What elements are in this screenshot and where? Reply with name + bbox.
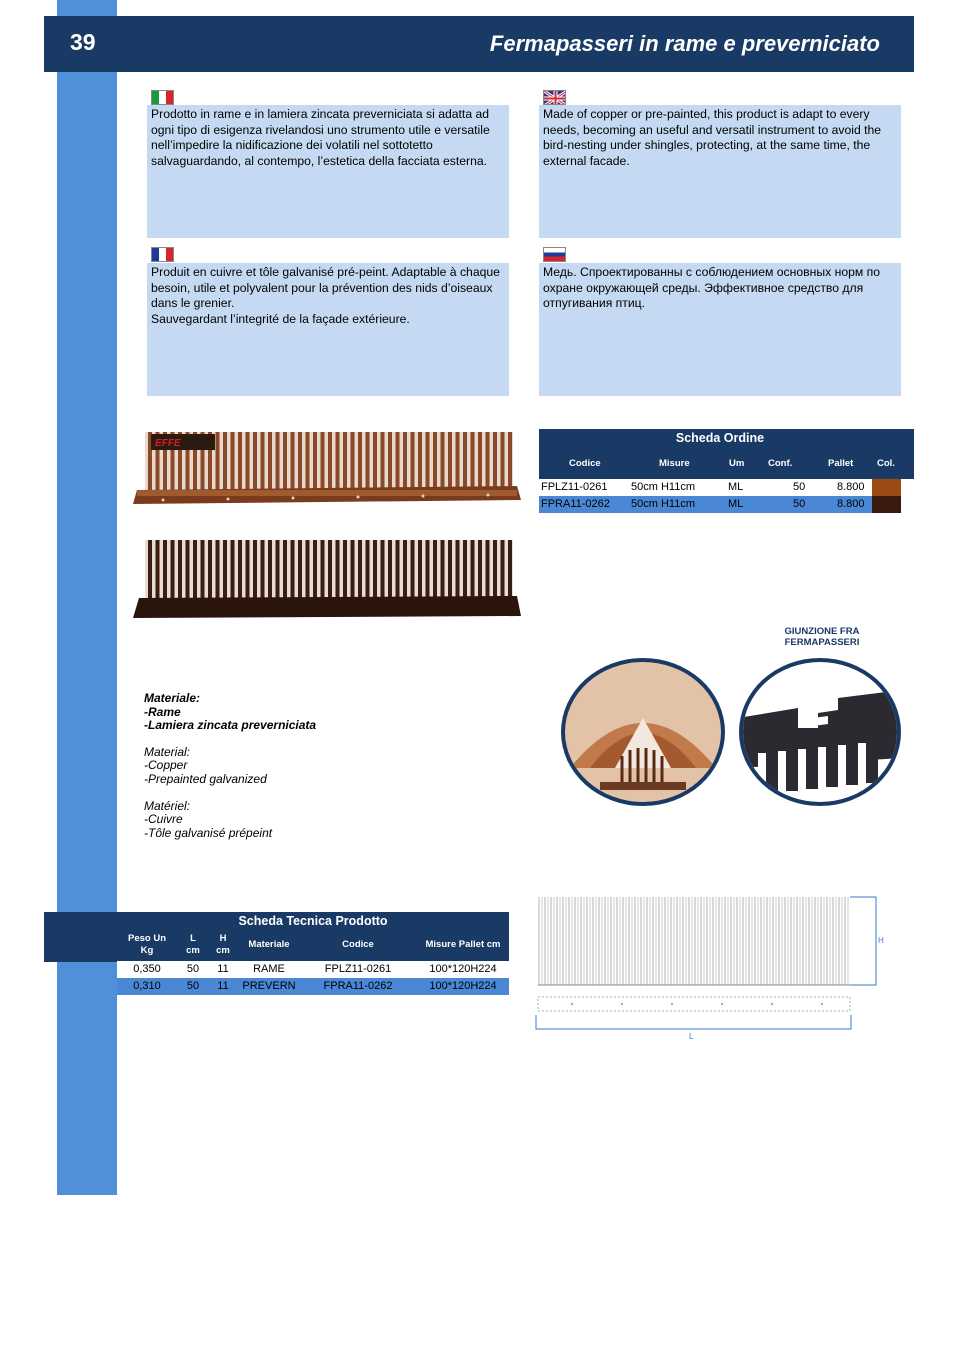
order-row xyxy=(539,496,872,513)
description-fr xyxy=(147,263,509,396)
tech-h: 11 xyxy=(217,963,229,975)
french-flag-icon xyxy=(151,247,174,262)
order-table-header xyxy=(539,429,914,479)
page-number: 39 xyxy=(70,29,96,55)
tech-table-shade xyxy=(44,912,117,962)
materials-list xyxy=(144,692,316,840)
order-col-conf: Conf. xyxy=(768,458,793,469)
tech-col-peso xyxy=(123,933,171,957)
tech-col-peso-line2: Kg xyxy=(140,945,154,956)
material-item: -Cuivre xyxy=(144,812,183,827)
dimension-h-label: H xyxy=(878,936,884,945)
tech-codice: FPRA11-0262 xyxy=(323,980,393,992)
material-item: -Rame xyxy=(144,704,181,719)
tech-codice: FPLZ11-0261 xyxy=(324,963,392,975)
side-bar xyxy=(57,0,117,1195)
description-en: Made of copper or pre-painted, this product is adapt to every needs, becoming an useful and versatil instrument to avoid the bird-nesting under shingles, protecting, at the same time, the external facade. xyxy=(539,105,901,238)
description-ru: Медь. Спроектированны с соблюдением основных норм по охране окружающей среды. Эффективное средство для отпугивания птиц. xyxy=(539,263,901,396)
tech-col-h xyxy=(213,933,233,957)
tech-l: 50 xyxy=(186,980,200,992)
order-row xyxy=(539,479,914,496)
order-col-col: Col. xyxy=(877,458,895,469)
tech-col-materiale: Materiale xyxy=(248,939,290,950)
tech-col-h-line2: cm xyxy=(216,945,230,956)
order-col-misure: Misure xyxy=(659,458,690,469)
order-table-title: Scheda Ordine xyxy=(675,431,765,445)
description-it: Prodotto in rame e in lamiera zincata preverniciata si adatta ad ogni tipo di esigenza rivelandosi uno strumento utile e versatile nell’impedire la nidificazione dei volatili nel sottotetto salvaguardando, al contempo, l’estetica della facciata esterna. xyxy=(147,105,509,238)
tech-col-peso-line1: Peso Un xyxy=(127,933,166,944)
order-um: ML xyxy=(728,481,744,493)
tech-peso: 0,350 xyxy=(133,963,161,975)
tech-table-title: Scheda Tecnica Prodotto xyxy=(238,914,388,928)
tech-materiale: PREVERN xyxy=(242,980,296,992)
color-swatch-dark-brown xyxy=(872,496,901,513)
tech-peso: 0,310 xyxy=(133,980,161,992)
tech-col-l xyxy=(183,933,203,957)
material-item: -Copper xyxy=(144,758,188,773)
order-pallet: 8.800 xyxy=(837,481,865,493)
material-title-fr: Matériel: xyxy=(144,798,191,813)
italian-flag-icon xyxy=(151,90,174,105)
uk-flag-icon xyxy=(543,90,566,105)
material-item: -Prepainted galvanized xyxy=(144,771,267,786)
order-table xyxy=(539,429,914,513)
order-um: ML xyxy=(728,498,744,510)
tech-col-l-line1: L xyxy=(190,933,196,944)
tech-col-l-line2: cm xyxy=(186,945,200,956)
russian-flag-icon xyxy=(543,247,566,262)
dimension-l-label: L xyxy=(689,1032,694,1041)
prepainted-bird-stop-image xyxy=(133,536,523,620)
order-col-codice: Codice xyxy=(569,458,601,469)
description-fr-line1: Produit en cuivre et tôle galvanisé pré-peint. Adaptable à chaque besoin, utile et polyvalent pour la prévention des nids d’oiseaux dans le grenier. xyxy=(151,265,500,310)
material-item: -Tôle galvanisé prépeint xyxy=(144,825,273,840)
tech-h: 11 xyxy=(217,980,229,992)
tech-pallet: 100*120H224 xyxy=(429,963,497,975)
order-col-um: Um xyxy=(729,458,745,469)
tech-table-header xyxy=(117,912,509,961)
svg-text:EFFE: EFFE xyxy=(155,438,181,449)
order-pallet: 8.800 xyxy=(837,498,865,510)
order-col-pallet: Pallet xyxy=(828,458,854,469)
junction-label: GIUNZIONE FRA FERMAPASSERI xyxy=(784,626,860,648)
order-conf: 50 xyxy=(793,498,806,510)
tech-col-pallet: Misure Pallet cm xyxy=(425,939,501,950)
order-misure: 50cm H11cm xyxy=(631,498,695,510)
tech-row xyxy=(117,978,509,995)
junction-detail-photo xyxy=(738,658,902,806)
tech-col-h-line1: H xyxy=(219,933,227,944)
roof-ridge-photo xyxy=(560,658,726,806)
material-item: -Lamiera zincata preverniciata xyxy=(144,718,317,733)
tech-l: 50 xyxy=(186,963,200,975)
tech-col-codice: Codice xyxy=(342,939,374,950)
order-conf: 50 xyxy=(793,481,806,493)
copper-bird-stop-image xyxy=(133,428,523,508)
order-codice: FPLZ11-0261 xyxy=(541,481,608,493)
material-title-it: Materiale: xyxy=(144,691,201,705)
color-swatch-copper xyxy=(872,479,901,496)
technical-drawing xyxy=(532,893,892,1043)
tech-materiale: RAME xyxy=(253,963,285,975)
order-codice: FPRA11-0262 xyxy=(541,498,610,510)
tech-pallet: 100*120H224 xyxy=(429,980,497,992)
tech-table xyxy=(117,912,509,995)
order-misure: 50cm H11cm xyxy=(631,481,695,493)
material-title-en: Material: xyxy=(144,744,191,759)
tech-row xyxy=(117,961,509,978)
page-title: Fermapasseri in rame e preverniciato xyxy=(489,31,880,56)
description-fr-line2: Sauvegardant l’integrité de la façade extérieure. xyxy=(151,311,410,326)
